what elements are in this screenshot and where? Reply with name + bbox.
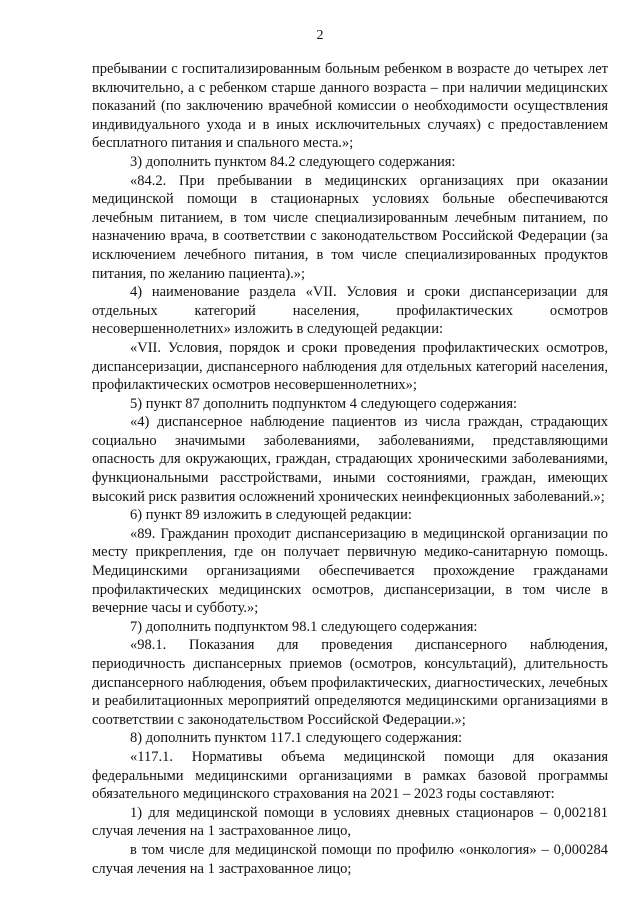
paragraph: 5) пункт 87 дополнить подпунктом 4 следующего содержания: (130, 395, 518, 412)
paragraph: «4) диспансерное наблюдение пациентов из числа граждан, страдающих социально значимыми заболеваниями, заболеваниями, представляющими опасность для окружающих, граждан, страдающих хроническими заболеваниями, функциональными расстройствами, иными состояниями, граждан, имеющих высокий риск развития осложнений хронических неинфекционных заболеваний.»; (92, 414, 608, 505)
paragraph: «98.1. Показания для проведения диспансерного наблюдения, периодичность диспансерных приемов (осмотров, консультаций), длительность диспансерного наблюдения, объем профилактических, диагностических, лечебных и реабилитационных мероприятий определяются медицинскими организациями в соответствии с законодательством Российской Федерации.»; (92, 637, 608, 728)
paragraph: «84.2. При пребывании в медицинских организациях при оказании медицинской помощи в стационарных условиях больные обеспечиваются лечебным питанием, в том числе специализированным лечебным питанием, по назначению врача, в соответствии с законодательством Российской Федерации (за исключением лечебного питания, в том числе специализированных продуктов питания, по желанию пациента).»; (92, 172, 608, 282)
paragraph: «VII. Условия, порядок и сроки проведения профилактических осмотров, диспансеризации, диспансерного наблюдения для отдельных категорий населения, профилактических осмотров несовершеннолетних»; (92, 339, 608, 394)
paragraph: 4) наименование раздела «VII. Условия и сроки диспансеризации для отдельных категорий населения, профилактических осмотров несовершеннолетних» изложить в следующей редакции: (92, 284, 608, 338)
paragraph: 8) дополнить пунктом 117.1 следующего содержания: (130, 730, 463, 747)
document-body (92, 60, 608, 878)
paragraph: «89. Гражданин проходит диспансеризацию в медицинской организации по месту прикрепления, где он получает первичную медико-санитарную помощь. Медицинскими организациями обеспечивается прохождение гражданами профилактических медицинских осмотров, диспансеризации, в том числе в вечерние часы и субботу.»; (92, 525, 608, 617)
paragraph: 6) пункт 89 изложить в следующей редакции: (130, 507, 412, 524)
paragraph: 1) для медицинской помощи в условиях дневных стационаров – 0,002181 случая лечения на 1 застрахованное лицо, (92, 804, 608, 840)
paragraph: пребывании с госпитализированным больным ребенком в возрасте до четырех лет включительно, а с ребенком старше данного возраста – при наличии медицинских показаний (по заключению врачебной комиссии о необходимости осуществления индивидуального ухода и в иных исключительных случаях) с предоставлением бесплатного питания и спального места.»; (92, 61, 608, 152)
paragraph: в том числе для медицинской помощи по профилю «онкология» – 0,000284 случая лечения на 1 застрахованное лицо; (92, 841, 608, 877)
page-number: 2 (316, 28, 324, 43)
paragraph: «117.1. Нормативы объема медицинской помощи для оказания федеральными медицинскими организациями в рамках базовой программы обязательного медицинского страхования на 2021 – 2023 годы составляют: (92, 748, 608, 803)
paragraph: 7) дополнить подпунктом 98.1 следующего содержания: (130, 618, 478, 635)
paragraph: 3) дополнить пунктом 84.2 следующего содержания: (130, 153, 456, 170)
